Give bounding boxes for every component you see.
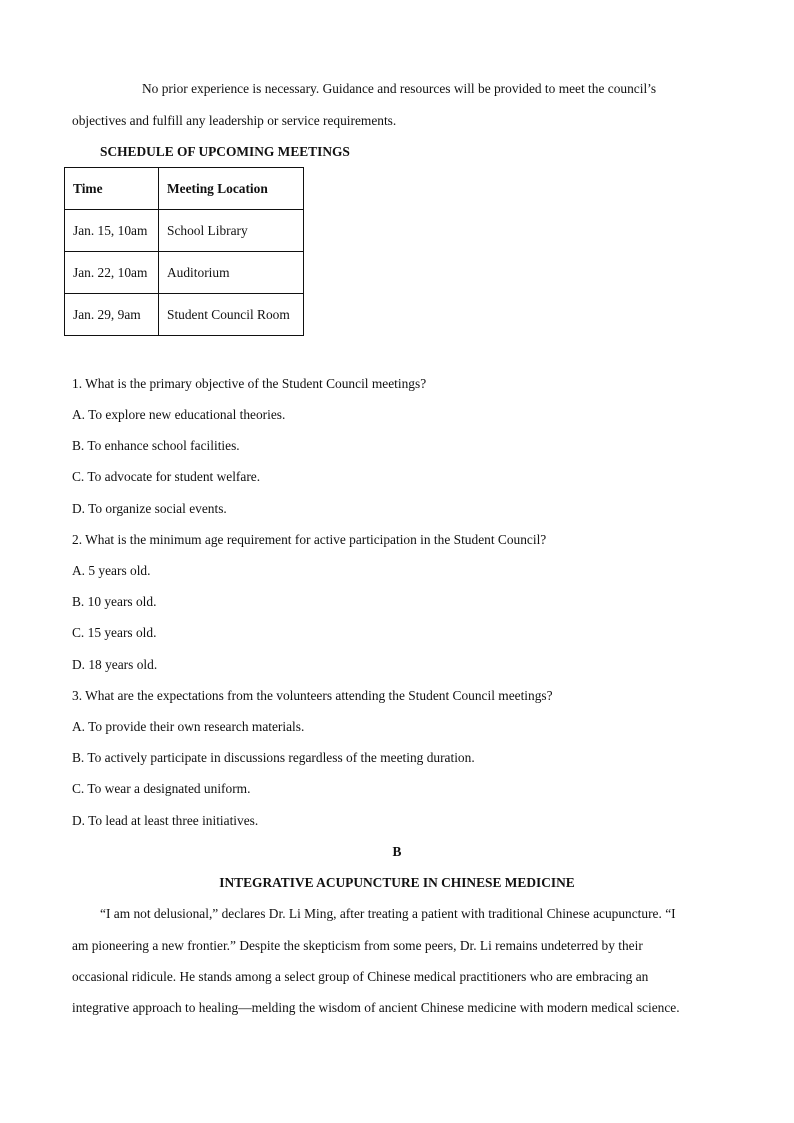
question-1-option-c: C. To advocate for student welfare. [72,469,261,484]
question-2-option-c: C. 15 years old. [72,625,157,640]
question-1-option-b: B. To enhance school facilities. [72,438,240,453]
question-3-option-d: D. To lead at least three initiatives. [72,813,259,828]
question-2-option-b: B. 10 years old. [72,594,157,609]
table-row [65,294,304,336]
section-b-line-4: integrative approach to healing—melding the wisdom of ancient Chinese medicine with modern medical science. [72,1000,680,1015]
table-cell-time: Jan. 22, 10am [65,252,159,294]
question-3-option-b: B. To actively participate in discussions regardless of the meeting duration. [72,750,475,765]
table-cell-location: Auditorium [159,252,304,294]
intro-line-2: objectives and fulfill any leadership or service requirements. [72,113,397,128]
question-1: 1. What is the primary objective of the Student Council meetings? [72,376,427,391]
section-b-line-1: “I am not delusional,” declares Dr. Li Ming, after treating a patient with traditional Chinese acupuncture. “I [100,906,676,921]
question-1-option-a: A. To explore new educational theories. [72,407,286,422]
table-cell-location: School Library [159,210,304,252]
header-meeting-location: Meeting Location [159,168,304,210]
question-2: 2. What is the minimum age requirement for active participation in the Student Council? [72,532,547,547]
question-3-option-a: A. To provide their own research materials. [72,719,305,734]
question-1-option-d: D. To organize social events. [72,501,227,516]
header-time: Time [65,168,159,210]
table-row [65,252,304,294]
table-cell-time: Jan. 29, 9am [65,294,159,336]
schedule-title: SCHEDULE OF UPCOMING MEETINGS [100,144,350,159]
schedule-table [64,167,304,336]
table-header-row [65,168,304,210]
question-2-option-d: D. 18 years old. [72,657,158,672]
intro-line-1: No prior experience is necessary. Guidance and resources will be provided to meet the council’s [142,81,657,96]
section-b-line-2: am pioneering a new frontier.” Despite the skepticism from some peers, Dr. Li remains undeterred by their [72,938,643,953]
section-b-line-3: occasional ridicule. He stands among a select group of Chinese medical practitioners who are embracing an [72,969,649,984]
table-row [65,210,304,252]
question-3: 3. What are the expectations from the volunteers attending the Student Council meetings? [72,688,553,703]
section-b-title: INTEGRATIVE ACUPUNCTURE IN CHINESE MEDICINE [219,875,575,890]
table-cell-location: Student Council Room [159,294,304,336]
question-3-option-c: C. To wear a designated uniform. [72,781,251,796]
table-cell-time: Jan. 15, 10am [65,210,159,252]
question-2-option-a: A. 5 years old. [72,563,151,578]
section-b-label: B [392,844,402,859]
